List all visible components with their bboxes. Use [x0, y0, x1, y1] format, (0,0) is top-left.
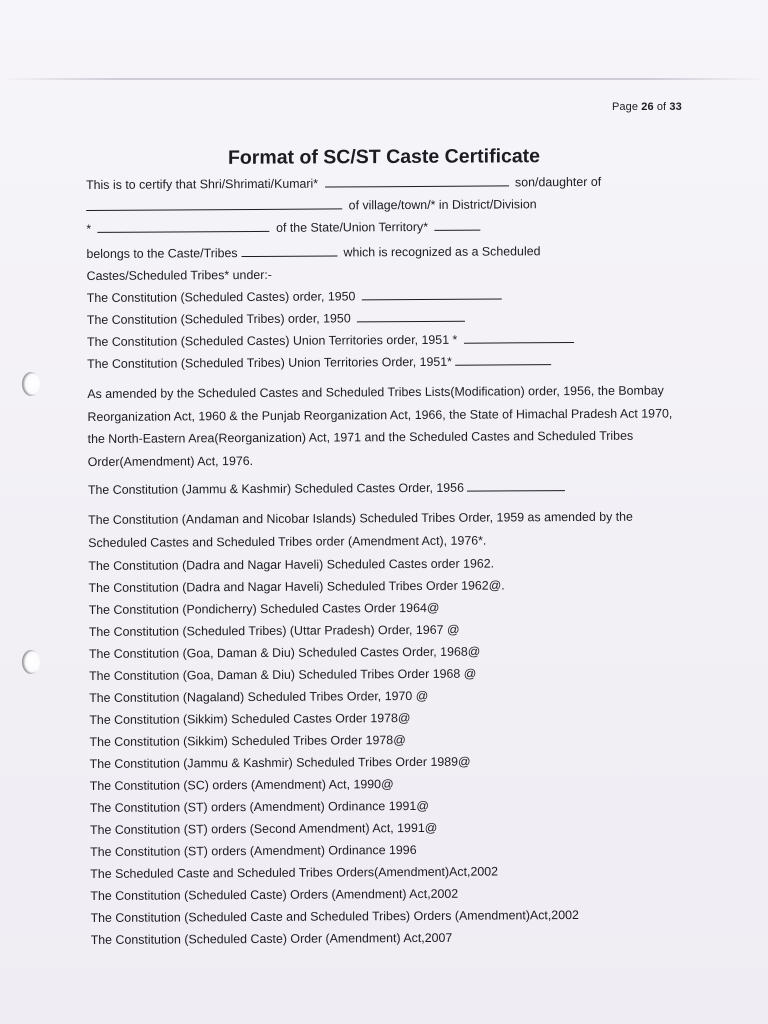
certify-text: son/daughter of [514, 174, 602, 190]
certify-line-3 [86, 214, 686, 240]
order-line: The Constitution (Dadra and Nagar Haveli) Scheduled Tribes Order 1962@. [88, 578, 505, 595]
punch-hole-bottom [22, 650, 40, 674]
order-line: The Constitution (Sikkim) Scheduled Tribes Order 1978@ [89, 732, 406, 749]
order-line [88, 476, 688, 502]
state-blank [434, 218, 480, 231]
order-line: The Constitution (ST) orders (Amendment) Ordinance 1991@ [89, 798, 429, 815]
order-line [87, 349, 687, 375]
page-of: of [656, 101, 667, 113]
punch-hole-top [22, 372, 40, 396]
order-line: The Constitution (Goa, Daman & Diu) Scheduled Tribes Order 1968 @ [89, 666, 477, 683]
certify-line-1 [86, 170, 686, 196]
paper-fold-line [0, 78, 768, 80]
order-text: The Constitution (Scheduled Tribes) order, 1950 [86, 311, 351, 327]
order-line: The Constitution (Scheduled Caste and Scheduled Tribes) Orders (Amendment)Act,2002 [90, 907, 579, 925]
parent-blank [86, 196, 342, 211]
certify-text: * [86, 221, 92, 236]
order-line: The Constitution (SC) orders (Amendment) Act, 1990@ [89, 776, 394, 793]
order-blank [455, 352, 551, 366]
order-line: The Constitution (ST) orders (Second Amendment) Act, 1991@ [89, 820, 438, 837]
order-line: The Constitution (Sikkim) Scheduled Castes Order 1978@ [89, 710, 411, 727]
order-text: The Constitution (Scheduled Castes) order, 1950 [86, 289, 356, 305]
order-line: The Constitution (Scheduled Caste) Orders (Amendment) Act,2002 [90, 886, 459, 903]
order-blank [464, 330, 574, 344]
certify-text: which is recognized as a Scheduled [343, 244, 541, 260]
order-line: The Constitution (Goa, Daman & Diu) Scheduled Castes Order, 1968@ [88, 644, 481, 661]
district-blank [98, 219, 270, 233]
page-number [612, 101, 682, 113]
order-line: The Constitution (Dadra and Nagar Haveli) Scheduled Castes order 1962. [88, 556, 495, 573]
certify-text: belongs to the Caste/Tribes [86, 246, 238, 261]
certify-line-5: Castes/Scheduled Tribes* under:- [86, 267, 272, 283]
order-line: The Constitution (Pondicherry) Scheduled Castes Order 1964@ [88, 600, 440, 617]
order-text: The Constitution (Scheduled Tribes) Union Territories Order, 1951* [87, 354, 452, 371]
amended-paragraph: As amended by the Scheduled Castes and Scheduled Tribes Lists(Modification) order, 1956, the Bombay Reorganization Act, 1960 & the Punjab Reorganization Act, 1966, the State of Himachal Pradesh Act 1970, the North-Eastern Area(Reorganization) Act, 1971 and the Scheduled Castes and Scheduled Tribes Order(Amendment) Act, 1976. [87, 383, 673, 469]
order-line: The Constitution (Jammu & Kashmir) Scheduled Tribes Order 1989@ [89, 754, 471, 771]
page-label: Page [612, 101, 639, 113]
order-line: The Constitution (ST) orders (Amendment) Ordinance 1996 [90, 842, 417, 859]
certify-text: This is to certify that Shri/Shrimati/Kumari* [86, 176, 319, 192]
andaman-paragraph: The Constitution (Andaman and Nicobar Islands) Scheduled Tribes Order, 1959 as amended by the Scheduled Castes and Scheduled Tribes order (Amendment Act), 1976*. [88, 510, 633, 550]
page-total: 33 [669, 101, 682, 113]
order-line: The Constitution (Scheduled Tribes) (Uttar Pradesh) Order, 1967 @ [88, 622, 460, 639]
certificate-body [86, 170, 691, 950]
order-blank [362, 286, 502, 300]
page-title: Format of SC/ST Caste Certificate [227, 145, 541, 169]
order-text: The Constitution (Jammu & Kashmir) Scheduled Castes Order, 1956 [87, 481, 464, 498]
certify-text: of the State/Union Territory* [276, 219, 429, 235]
caste-blank [241, 243, 337, 257]
order-line: The Constitution (Scheduled Caste) Order (Amendment) Act,2007 [90, 930, 453, 947]
page-current: 26 [641, 101, 654, 113]
order-blank [357, 309, 465, 323]
certify-text: of village/town/* in District/Division [348, 197, 537, 213]
order-line: The Constitution (Nagaland) Scheduled Tribes Order, 1970 @ [89, 688, 429, 705]
name-blank [325, 173, 509, 187]
order-line: The Scheduled Caste and Scheduled Tribes Orders(Amendment)Act,2002 [90, 864, 499, 881]
order-blank [467, 478, 565, 492]
order-text: The Constitution (Scheduled Castes) Union Territories order, 1951 * [86, 332, 458, 349]
